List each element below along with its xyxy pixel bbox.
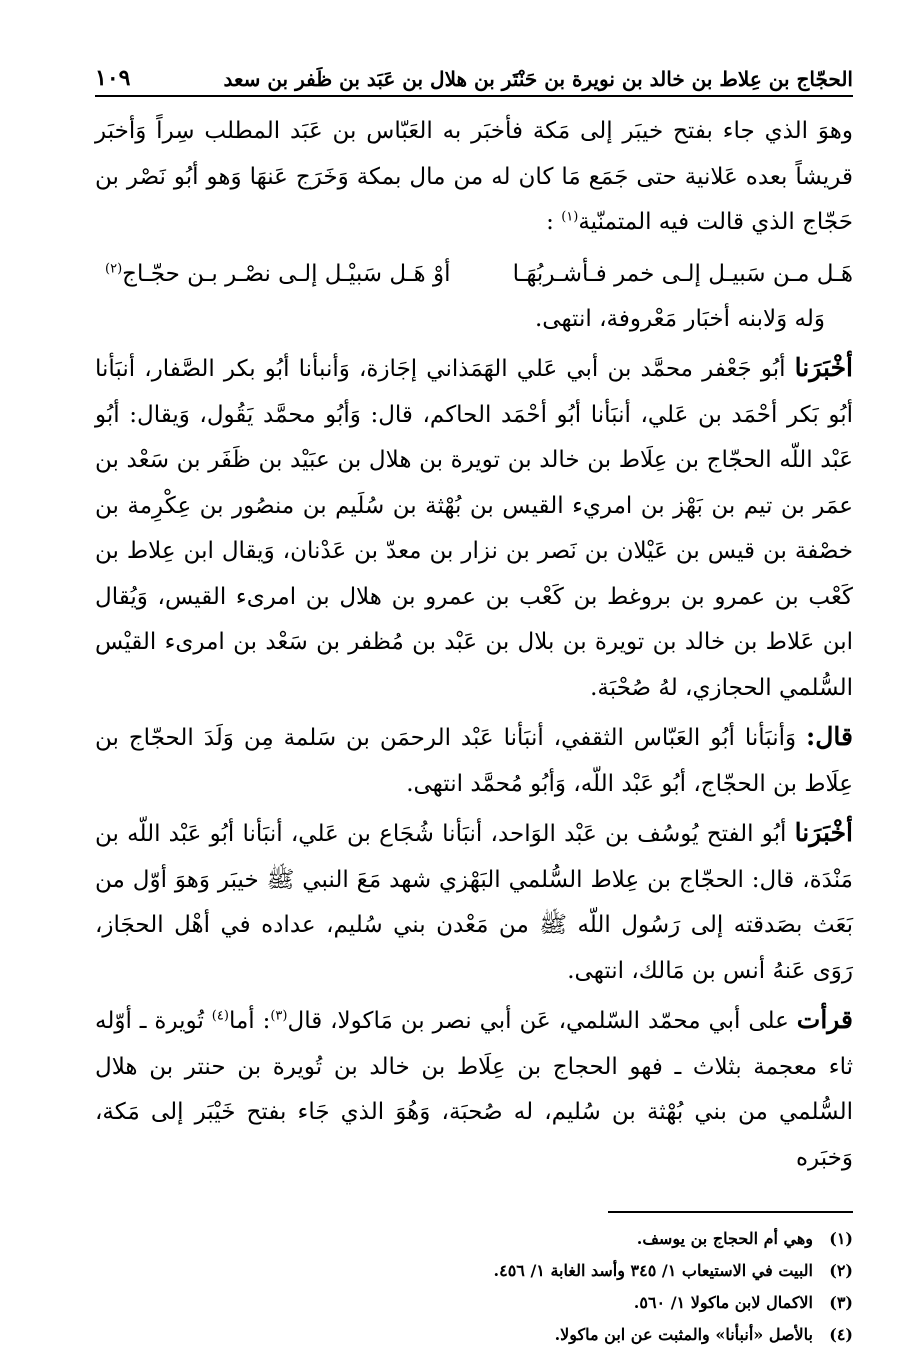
paragraph: وهوَ الذي جاء بفتح خيبَر إلى مَكة فأخبَر به العَبّاس بن عَبَد المطلب سِراً وَأخبَر قريشاً بعده عَلانية حتى جَمَع مَا كان له من مال بمكة وَخَرَج عَنهَا وَهو أبُو نَصْر بن حَجّاج الذي قالت فيه المتمنّية$^{(١)}$ : — [95, 118, 853, 235]
footnote-divider — [608, 1211, 853, 1213]
footnote-number: (٣) — [829, 1293, 853, 1312]
paragraph-lead: قرأت — [796, 1005, 854, 1034]
footnote-number: (٢) — [829, 1261, 853, 1280]
footnote-ref[interactable]: (٤) — [211, 1008, 229, 1024]
paragraph-lead: قال: — [806, 722, 853, 751]
footnote — [95, 1319, 853, 1351]
footnote-ref[interactable]: (١) — [561, 209, 579, 225]
book-page — [95, 55, 854, 1344]
footnote-text: الاكمال لابن ماكولا ١/ ٥٦٠. — [633, 1293, 813, 1312]
footnote-ref[interactable]: (٢) — [105, 260, 123, 276]
footnotes — [95, 1223, 853, 1351]
page-number: ١٠٩ — [95, 65, 131, 91]
footnote-number: (١) — [829, 1229, 853, 1248]
main-text — [95, 109, 853, 1181]
running-title: الحجّاج بن عِلاط بن خالد بن نويرة بن حَنْتَر بن هلال بن عَبَد بن ظَفر بن سعد — [223, 67, 853, 91]
paragraph: وَله وَلابنه أخبَار مَعْروفة، انتهى. — [534, 305, 825, 332]
paragraph: قال: وَأنبَأنا أبُو العَبّاس الثقفي، أنبَأنا عَبْد الرحمَن بن سَلمة مِن وَلَدَ الحجّاج بن عِلَاط بن الحجّاج، أبُو عَبْد اللّه، وَأبُو مُحمَّد انتهى. — [95, 722, 853, 797]
paragraph-lead: أخْبَرَنا — [794, 353, 853, 382]
footnote — [95, 1255, 853, 1287]
footnote-ref[interactable]: (٣) — [270, 1008, 288, 1024]
poetry-verse — [95, 252, 853, 297]
paragraph: قرأت على أبي محمّد السّلمي، عَن أبي نصر بن مَاكولا، قال$^{(٣)}$: أما$^{(٤)}$ تُويرة ـ أوّله ثاء معجمة بثلاث ـ فهو الحجاج بن عِلَاط بن خالد بن تُويرة بن حنتر بن هلال السُّلمي من بني بُهْثة بن سُليم، له صُحبَة، وَهُوَ الذي جَاء بفتح خَيْبَر إلى مَكة، وَخبَره — [95, 1005, 854, 1171]
footnote-text: البيت في الاستيعاب ١/ ٣٤٥ وأسد الغابة ١/ ٤٥٦. — [493, 1261, 813, 1280]
footnote — [95, 1223, 853, 1255]
verse-hemistich-left: أوْ هَـل سَبيْـل إلـى نصْـر بـن حجّـاج$^{(٢)}$ — [105, 260, 451, 287]
verse-hemistich-right: هَـل مـن سَبيـل إلـى خمر فـأشـربُهَـا — [512, 260, 853, 287]
running-header — [95, 55, 853, 97]
footnote-number: (٤) — [829, 1325, 853, 1344]
paragraph: أخْبَرَنا أبُو الفتح يُوسُف بن عَبْد الوَاحد، أنبَأنا شُجَاع بن عَلي، أنبَأنا أبُو عَبْد اللّه بن مَنْدَة، قال: الحجّاج بن عِلاط السُّلمي البَهْزي شهد مَعَ النبي ﷺ خيبَر وَهوَ أوّل من بَعَث بصَدقته إلى رَسُول اللّه ﷺ من مَعْدن بني سُليم، عداده في أهْل الحجَاز، رَوَى عَنهُ أنس بن مَالك، انتهى. — [95, 818, 853, 984]
footnote — [95, 1287, 853, 1319]
paragraph: أخْبَرَنا أبُو جَعْفر محمَّد بن أبي عَلي الهَمَذاني إجَازة، وَأنبأنا أبُو بكر الصَّفار، أنبَأنا أبُو بَكر أحْمَد بن عَلي، أنبَأنا أبُو أحْمَد الحاكم، قال: وَأبُو محمَّد يَقُول، وَيقال: أبُو عَبْد اللّه الحجّاج بن عِلَاط بن خالد بن تويرة بن هلال بن عبَيْد بن ظَفَر بن سَعْد بن عمَر بن تيم بن بَهْز بن امريء القيس بن بُهْثة بن سُلَيم بن منصُور بن عِكْرِمة بن خصْفة بن قيس بن عَيْلان بن نَصر بن نزار بن معدّ بن عَدْنان، وَيقال ابن عِلاط بن كَعْب بن عمرو بن بروغط بن كَعْب بن عمرو بن هلال بن امرىء القيس، وَيُقال ابن عَلاط بن خالد بن تويرة بن بلال بن عَبْد بن مُظفر بن سَعْد بن امرىء القيْس السُّلمي الحجازي، لهُ صُحْبَة. — [95, 353, 853, 701]
footnote-text: بالأصل «أنبأنا» والمثبت عن ابن ماكولا. — [554, 1325, 813, 1344]
footnote-text: وهي أم الحجاج بن يوسف. — [636, 1229, 813, 1248]
paragraph-lead: أخْبَرَنا — [794, 818, 853, 847]
